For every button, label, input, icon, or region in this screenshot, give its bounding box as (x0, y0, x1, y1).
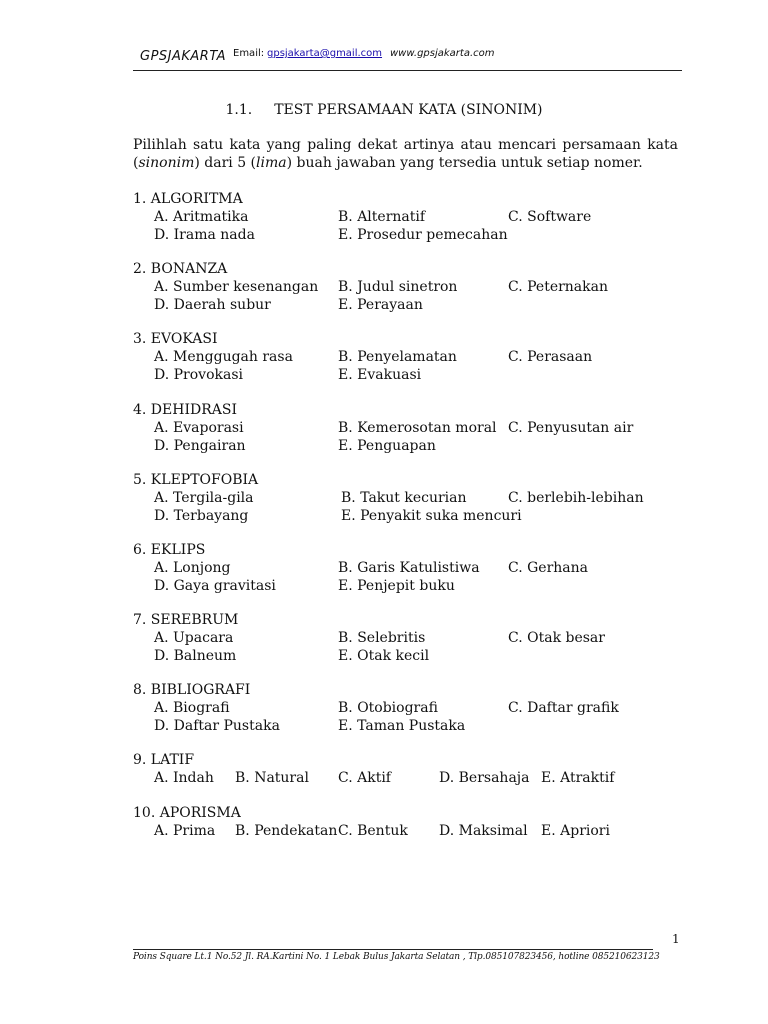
option-d: D. Daftar Pustaka (154, 718, 280, 734)
option-b: B. Alternatif (338, 209, 426, 225)
option-e: E. Perayaan (338, 297, 423, 313)
question-word: 7. SEREBRUM (133, 612, 239, 628)
option-e: E. Penguapan (338, 438, 436, 454)
page-number: 1 (672, 932, 680, 946)
option-d: D. Provokasi (154, 367, 243, 383)
option-a: A. Indah (154, 770, 214, 786)
question-5 (133, 471, 693, 525)
option-a: A. Sumber kesenangan (154, 279, 319, 295)
brand-name: GPSJAKARTA (140, 49, 226, 64)
option-a: A. Evaporasi (154, 420, 244, 436)
instructions-italic-lima: lima (256, 155, 287, 171)
footer-address: Poins Square Lt.1 No.52 Jl. RA.Kartini No. 1 Lebak Bulus Jakarta Selatan , Tlp.085107823456, hotline 085210623123 (133, 952, 660, 962)
option-e: E. Evakuasi (338, 367, 422, 383)
option-c: C. Bentuk (338, 823, 408, 839)
option-a: A. Upacara (154, 630, 234, 646)
option-b: B. Penyelamatan (338, 349, 457, 365)
option-d: D. Daerah subur (154, 297, 271, 313)
website-text: www.gpsjakarta.com (390, 48, 495, 59)
option-b: B. Judul sinetron (338, 279, 458, 295)
option-d: D. Bersahaja (439, 770, 530, 786)
question-8 (133, 681, 693, 735)
option-e: E. Otak kecil (338, 648, 430, 664)
option-c: C. Daftar grafik (508, 700, 619, 716)
header-divider (133, 70, 682, 71)
option-e: E. Atraktif (541, 770, 615, 786)
instructions-text-3: ) buah jawaban yang tersedia untuk setiap nomer. (286, 155, 643, 171)
option-e: E. Penyakit suka mencuri (341, 508, 522, 524)
section-number: 1.1. (225, 102, 253, 118)
question-9 (133, 751, 693, 787)
question-word: 4. DEHIDRASI (133, 402, 237, 418)
option-a: A. Prima (154, 823, 216, 839)
option-b: B. Takut kecurian (341, 490, 467, 506)
option-a: A. Aritmatika (154, 209, 249, 225)
option-a: A. Menggugah rasa (154, 349, 293, 365)
option-e: E. Apriori (541, 823, 610, 839)
question-10 (133, 804, 693, 840)
option-c: C. Perasaan (508, 349, 593, 365)
section-title (0, 102, 768, 118)
question-3 (133, 330, 693, 384)
option-b: B. Kemerosotan moral (338, 420, 497, 436)
footer-divider (133, 949, 653, 950)
option-d: D. Terbayang (154, 508, 249, 524)
option-d: D. Gaya gravitasi (154, 578, 276, 594)
question-word: 2. BONANZA (133, 261, 228, 277)
option-c: C. Software (508, 209, 592, 225)
instructions-text-2: ) dari 5 ( (194, 155, 257, 171)
question-word: 1. ALGORITMA (133, 191, 243, 207)
section-title-text: TEST PERSAMAAN KATA (SINONIM) (274, 102, 543, 118)
question-7 (133, 611, 693, 665)
instructions-text-1: Pilihlah satu kata yang paling dekat artinya atau mencari persamaan kata ( (133, 137, 678, 171)
option-b: B. Natural (235, 770, 309, 786)
question-word: 6. EKLIPS (133, 542, 206, 558)
option-b: B. Selebritis (338, 630, 426, 646)
option-c: C. Otak besar (508, 630, 605, 646)
email-label: Email: (233, 48, 265, 59)
question-word: 9. LATIF (133, 752, 195, 768)
option-d: D. Maksimal (439, 823, 528, 839)
question-word: 8. BIBLIOGRAFI (133, 682, 251, 698)
option-a: A. Biografi (154, 700, 230, 716)
option-c: C. Peternakan (508, 279, 609, 295)
option-d: D. Pengairan (154, 438, 246, 454)
instructions-paragraph (133, 136, 678, 172)
question-word: 3. EVOKASI (133, 331, 218, 347)
instructions-italic-sinonim: sinonim (138, 155, 195, 171)
option-b: B. Pendekatan (235, 823, 338, 839)
option-a: A. Lonjong (154, 560, 231, 576)
option-d: D. Balneum (154, 648, 237, 664)
option-c: C. Penyusutan air (508, 420, 634, 436)
option-e: E. Prosedur pemecahan (338, 227, 508, 243)
option-d: D. Irama nada (154, 227, 255, 243)
option-b: B. Garis Katulistiwa (338, 560, 480, 576)
question-word: 10. APORISMA (133, 805, 241, 821)
option-c: C. Gerhana (508, 560, 589, 576)
question-2 (133, 260, 693, 314)
option-c: C. Aktif (338, 770, 391, 786)
question-4 (133, 401, 693, 455)
email-link[interactable]: gpsjakarta@gmail.com (267, 48, 383, 59)
option-c: C. berlebih-lebihan (508, 490, 644, 506)
option-b: B. Otobiografi (338, 700, 438, 716)
option-e: E. Taman Pustaka (338, 718, 466, 734)
page-header (140, 47, 682, 69)
option-a: A. Tergila-gila (154, 490, 254, 506)
question-1 (133, 190, 693, 244)
question-word: 5. KLEPTOFOBIA (133, 472, 259, 488)
option-e: E. Penjepit buku (338, 578, 455, 594)
question-6 (133, 541, 693, 595)
